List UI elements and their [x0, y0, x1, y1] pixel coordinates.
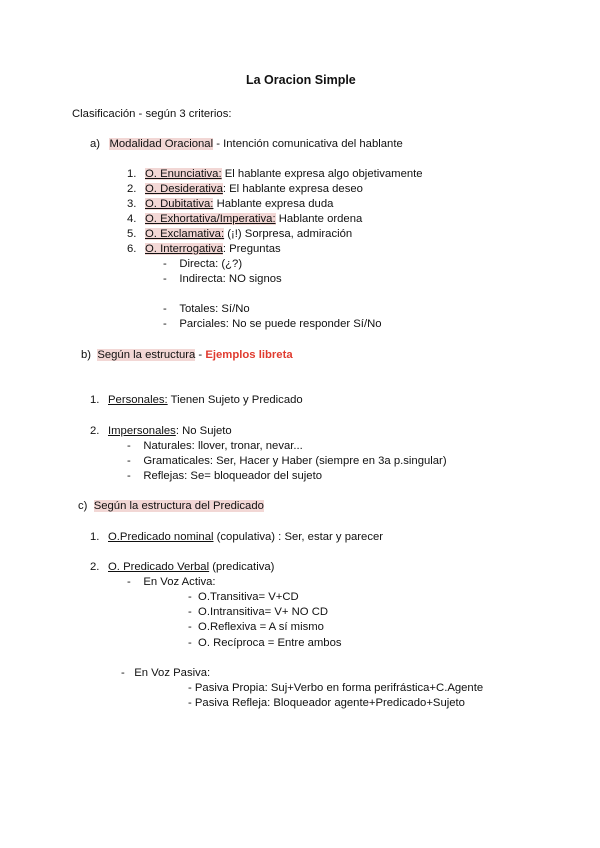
intro-text: Clasificación - según 3 criterios: — [72, 108, 232, 120]
list-item — [127, 212, 362, 226]
list-item — [127, 167, 423, 181]
sub-item: - O.Transitiva= V+CD — [188, 591, 299, 603]
item-number: 2. — [90, 425, 100, 437]
voz-pasiva-text: En Voz Pasiva: — [134, 667, 211, 679]
sub-item: - Parciales: No se puede responder Sí/No — [163, 318, 382, 330]
voz-activa-text: En Voz Activa: — [143, 576, 216, 588]
sub-item: - Pasiva Propia: Suj+Verbo en forma perifrástica+C.Agente — [188, 682, 484, 694]
list-item — [127, 242, 281, 256]
item-desc: El hablante expresa algo objetivamente — [221, 168, 423, 180]
section-b-marker: b) — [81, 349, 92, 361]
item-number: 2. — [90, 561, 100, 573]
list-item — [90, 393, 303, 407]
item-term: O. Exhortativa/Imperativa: — [145, 213, 276, 225]
item-number: 1. — [127, 168, 137, 180]
sub-item: - Reflejas: Se= bloqueador del sujeto — [127, 470, 323, 482]
section-a-subtitle: - Intención comunicativa del hablante — [213, 138, 403, 150]
sub-item: - O.Reflexiva = A sí mismo — [188, 621, 324, 633]
item-term: O. Exclamativa: — [145, 228, 225, 240]
list-item — [90, 530, 383, 544]
section-c-marker: c) — [78, 500, 88, 512]
sub-item: - Directa: (¿?) — [163, 258, 243, 270]
sub-item-text: Totales: Sí/No — [179, 303, 250, 315]
sub-item-text: O.Reflexiva = A sí mismo — [198, 621, 324, 633]
section-c-heading — [78, 499, 264, 513]
section-a-heading — [90, 137, 403, 151]
sub-item-text: Reflejas: Se= bloqueador del sujeto — [143, 470, 323, 482]
item-term: O. Interrogativa — [145, 243, 223, 255]
sub-item-text: O. Recíproca = Entre ambos — [198, 637, 342, 649]
item-desc: (copulativa) : Ser, estar y parecer — [213, 531, 384, 543]
item-term: Personales: — [108, 394, 168, 406]
sub-item: - Pasiva Refleja: Bloqueador agente+Predicado+Sujeto — [188, 697, 465, 709]
item-desc: (predicativa) — [209, 561, 275, 573]
sub-item: - Naturales: llover, tronar, nevar... — [127, 440, 303, 452]
item-term: O. Enunciativa: — [145, 168, 222, 180]
list-item — [90, 560, 274, 574]
list-item — [127, 197, 333, 211]
list-item — [127, 182, 363, 196]
item-number: 3. — [127, 198, 137, 210]
sub-item-text: Parciales: No se puede responder Sí/No — [179, 318, 382, 330]
sub-item-text: Gramaticales: Ser, Hacer y Haber (siempre en 3a p.singular) — [143, 455, 447, 467]
section-c-title: Según la estructura del Predicado — [93, 500, 264, 512]
section-b-heading — [81, 348, 293, 362]
sub-item: - O. Recíproca = Entre ambos — [188, 637, 342, 649]
sub-item-text: Naturales: llover, tronar, nevar... — [143, 440, 303, 452]
item-number: 4. — [127, 213, 137, 225]
sub-item-text: O.Transitiva= V+CD — [198, 591, 299, 603]
section-b-separator: - — [195, 349, 206, 361]
sub-item: - Totales: Sí/No — [163, 303, 250, 315]
sub-item-text: Indirecta: NO signos — [179, 273, 282, 285]
item-desc: : Preguntas — [222, 243, 281, 255]
item-term: Impersonales — [108, 425, 176, 437]
list-item — [127, 227, 352, 241]
item-term: O. Dubitativa: — [145, 198, 214, 210]
item-desc: Hablante ordena — [275, 213, 363, 225]
section-a-marker: a) — [90, 138, 101, 150]
item-number: 2. — [127, 183, 137, 195]
voz-pasiva-label: - En Voz Pasiva: — [121, 667, 211, 679]
sub-item: - Indirecta: NO signos — [163, 273, 282, 285]
sub-item: - O.Intransitiva= V+ NO CD — [188, 606, 329, 618]
page-title: La Oracion Simple — [246, 73, 356, 87]
sub-item: - Gramaticales: Ser, Hacer y Haber (siempre en 3a p.singular) — [127, 455, 447, 467]
section-b-note: Ejemplos libreta — [205, 349, 293, 361]
voz-activa-label: - En Voz Activa: — [127, 576, 216, 588]
item-term: O.Predicado nominal — [108, 531, 214, 543]
item-desc: : No Sujeto — [175, 425, 232, 437]
section-b-title: Según la estructura — [97, 349, 196, 361]
sub-item-text: O.Intransitiva= V+ NO CD — [198, 606, 329, 618]
section-a-title: Modalidad Oracional — [109, 138, 214, 150]
item-number: 1. — [90, 394, 100, 406]
item-desc: Tienen Sujeto y Predicado — [167, 394, 303, 406]
item-number: 5. — [127, 228, 137, 240]
item-number: 1. — [90, 531, 100, 543]
item-desc: (¡!) Sorpresa, admiración — [224, 228, 353, 240]
list-item — [90, 424, 232, 438]
item-desc: : El hablante expresa deseo — [222, 183, 363, 195]
item-term: O. Desiderativa — [145, 183, 223, 195]
item-desc: Hablante expresa duda — [213, 198, 334, 210]
sub-item-text: Directa: (¿?) — [179, 258, 243, 270]
item-term: O. Predicado Verbal — [108, 561, 210, 573]
item-number: 6. — [127, 243, 137, 255]
